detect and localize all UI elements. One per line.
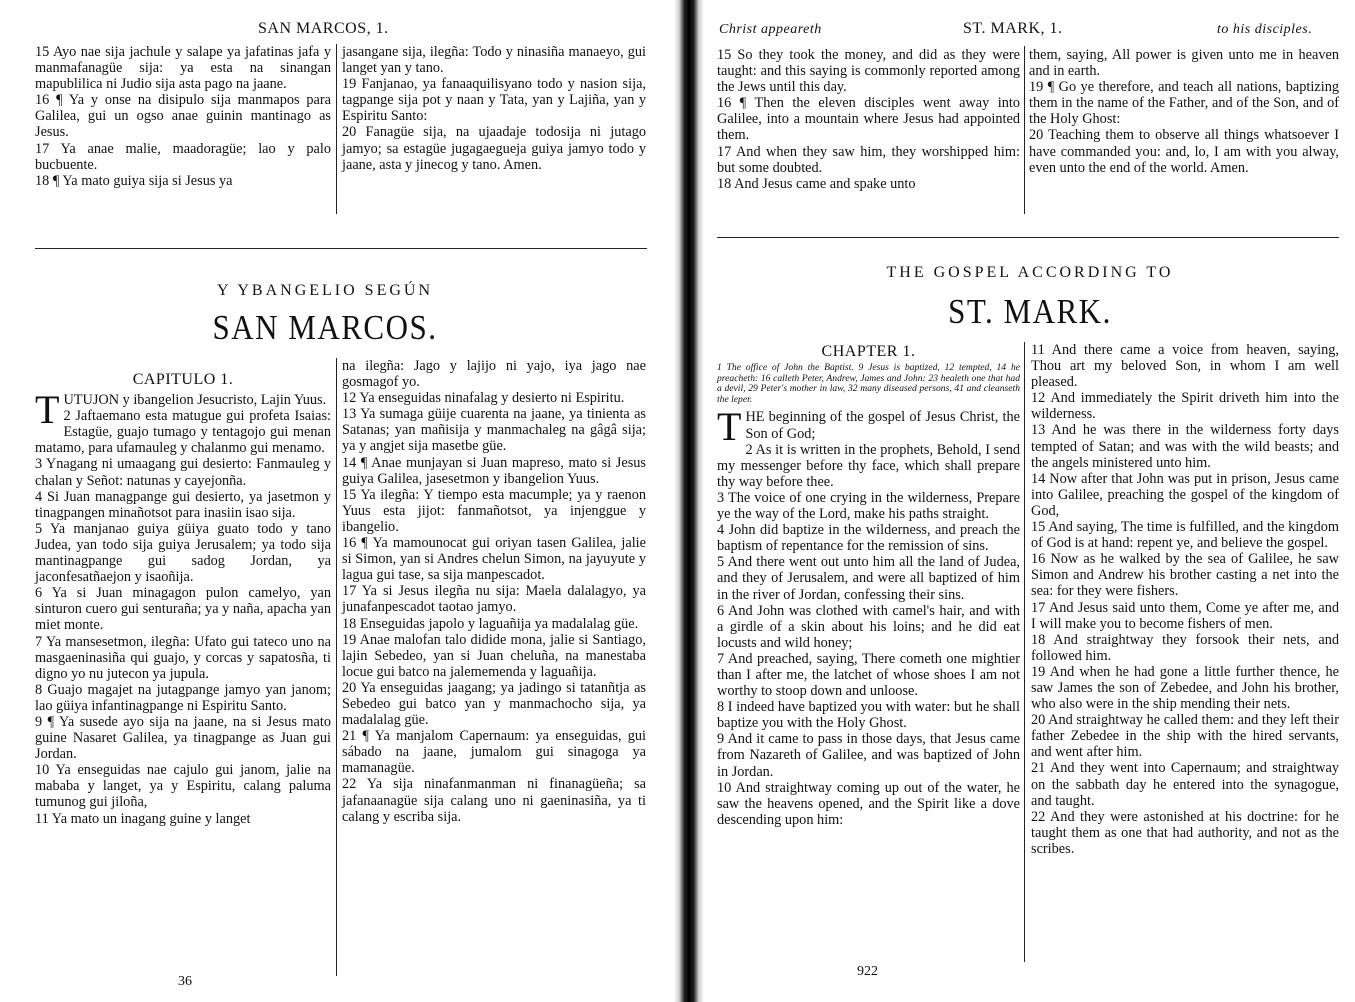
section-rule: [717, 237, 1339, 238]
header-right: to his disciples.: [1217, 22, 1313, 37]
page-number: 922: [857, 964, 878, 979]
verse: 6 Ya si Juan minagagon pulon camelyo, yan sinturon cuero gui senturaña; ya y naña, apacha yan miet monte.: [35, 585, 331, 634]
left-main-column-a: [35, 372, 331, 827]
verse: 7 Ya mansesetmon, ilegña: Ufato gui tateco uno na masgaeninasiña qui guajo, y corcas y sapatosña, ti digno yo nu jutecon ya jupula.: [35, 633, 331, 682]
drop-cap: T: [717, 404, 742, 450]
verse: 5 And there went out unto him all the land of Judea, and they of Jerusalem, and were all baptized of him in the river of Jordan, confessing their sins.: [717, 554, 1020, 603]
verse: na ilegña: Jago y lajijo ni yajo, iya jago nae gosmagof yo.: [342, 358, 646, 391]
verse: 3 Ynagang ni umaagang gui desierto: Fanmauleg y chalan y Señot: natunas y cayejonña.: [35, 456, 331, 489]
header-left: Christ appeareth: [719, 22, 822, 37]
verse: 20 Fanagüe sija, na ujaadaje todosija ni jutago jamyo; sa estagüe jugagaegueja guiya jamyo todo y jaane, asta y jinecog y tano. Amen.: [342, 124, 646, 173]
verse: 8 Guajo magajet na jutagpange jamyo yan janom; lao güiya infantinagpange ni Espiritu Santo.: [35, 681, 331, 714]
drop-cap: T: [35, 387, 60, 433]
verse: 14 Now after that John was put in prison, Jesus came into Galilee, preaching the gospel of the kingdom of God,: [1031, 470, 1339, 519]
verse: HE beginning of the gospel of Jesus Christ, the Son of God;: [745, 409, 1020, 442]
page-number: 36: [178, 974, 192, 989]
verse: 21 And they went into Capernaum; and straightway on the sabbath day he entered into the synagogue, and taught.: [1031, 760, 1339, 809]
chapter-summary: 1 The office of John the Baptist. 9 Jesus is baptized, 12 tempted, 14 he preacheth: 16 calleth Peter, Andrew, James and John: 23 healeth one that had a devil, 29 Peter's mother in law, 32 many diseased persons, 41 and cleanseth the leper.: [717, 362, 1020, 405]
verse: 4 John did baptize in the wilderness, and preach the baptism of repentance for the remission of sins.: [717, 522, 1020, 555]
verse: 20 Ya enseguidas jaagang; ya jadingo si tatanñtja as Sebedeo gui batco yan y manmachocho sija, ya madalalag güe.: [342, 679, 646, 729]
chapter-heading: CAPITULO 1.: [132, 371, 234, 388]
book-gutter: [674, 0, 704, 1002]
left-top-column-a: [35, 44, 331, 189]
verse: 17 And Jesus said unto them, Come ye after me, and I will make you to become fishers of men.: [1031, 599, 1339, 632]
verse: 17 Ya si Jesus ilegña nu sija: Maela dalalagyo, ya junafanpescadot taotao jamyo.: [342, 583, 646, 616]
verse: 12 And immediately the Spirit driveth him into the wilderness.: [1031, 390, 1339, 423]
verse: 18 Enseguidas japolo y laguañija ya madalalag güe.: [342, 615, 639, 632]
verse: 17 And when they saw him, they worshipped him: but some doubted.: [717, 143, 1020, 176]
right-top-column-b: [1029, 47, 1339, 176]
verse: 10 Ya enseguidas nae cajulo gui janom, jalie na mababa y langet, ya y Espiritu, calang paluma tumunog gui jiloña,: [35, 762, 331, 811]
verse: 2 Jaftaemano esta matugue gui profeta Isaias: Estagüe, guajo tumago y tentagojo gui menan matamo, para ufamauleg y chalanmo gui menamo.: [35, 408, 331, 457]
verse: 16 ¶ Ya y onse na disipulo sija manmapos para Galilea, gui un ogso anae guinin mantinago as Jesus.: [35, 92, 331, 141]
column-divider: [1024, 342, 1025, 962]
verse: them, saying, All power is given unto me in heaven and in earth.: [1029, 47, 1339, 80]
right-top-column-a: [717, 47, 1020, 192]
verse: jasangane sija, ilegña: Todo y ninasiña manaeyo, gui langet yan y tano.: [342, 44, 646, 77]
verse: 16 ¶ Then the eleven disciples went away into Galilee, into a mountain where Jesus had appointed them.: [717, 95, 1020, 144]
verse: 17 Ya anae malie, maadoragüe; lao y palo bucbuente.: [35, 140, 331, 173]
verse: 8 I indeed have baptized you with water: but he shall baptize you with the Holy Ghost.: [717, 699, 1020, 732]
verse: 22 And they were astonished at his doctrine: for he taught them as one that had authority, and not as the scribes.: [1031, 808, 1339, 857]
verse: 11 Ya mato un inagang guine y langet: [35, 810, 251, 827]
verse: 9 And it came to pass in those days, that Jesus came from Nazareth of Galilee, and was baptized of John in Jordan.: [717, 731, 1020, 780]
verse: 3 The voice of one crying in the wilderness, Prepare ye the way of the Lord, make his paths straight.: [717, 489, 1020, 523]
verse: 19 ¶ Go ye therefore, and teach all nations, baptizing them in the name of the Father, and of the Son, and of the Holy Ghost:: [1029, 79, 1339, 128]
verse: 15 And saying, The time is fulfilled, and the kingdom of God is at hand: repent ye, and believe the gospel.: [1031, 519, 1339, 552]
verse: 21 ¶ Ya manjalom Capernaum: ya enseguidas, gui sábado na jaane, jumalom gui sinagoga ya mamanagüe.: [342, 728, 646, 777]
verse: 16 Now as he walked by the sea of Galilee, he saw Simon and Andrew his brother casting a net into the sea: for they were fishers.: [1031, 551, 1339, 600]
verse: 6 And John was clothed with camel's hair, and with a girdle of a skin about his loins; and he did eat locusts and wild honey;: [717, 602, 1020, 651]
verse: 20 And straightway he called them: and they left their father Zebedee in the ship with the hired servants, and went after him.: [1031, 712, 1339, 761]
verse: 18 And Jesus came and spake unto: [717, 175, 916, 192]
left-main-column-b: [342, 358, 646, 825]
section-rule: [35, 248, 647, 249]
running-header-left: SAN MARCOS, 1.: [258, 20, 389, 37]
verse: 13 And he was there in the wilderness forty days tempted of Satan; and was with the wild beasts; and the angels ministered unto him.: [1031, 422, 1339, 471]
verse: 14 ¶ Anae munjayan si Juan mapreso, mato si Jesus guiya Galilea, jasesetmon y ibangelion Yuus.: [342, 454, 646, 487]
book-title: ST. MARK.: [948, 291, 1112, 332]
left-top-column-b: [342, 44, 646, 173]
verse: 15 Ya ilegña: Y tiempo esta macumple; ya y raenon Yuus esta jijot: fanmañotsot, ya injenggue y ibangelio.: [342, 486, 646, 535]
verse: 18 ¶ Ya mato guiya sija si Jesus ya: [35, 172, 233, 189]
left-page: [0, 0, 670, 1002]
verse: 2 As it is written in the prophets, Behold, I send my messenger before thy face, which shall prepare thy way before thee.: [717, 441, 1020, 490]
verse: 9 ¶ Ya susede ayo sija na jaane, na si Jesus mato guine Nasaret Galilea, ya tinagpange as Juan gui Jordan.: [35, 713, 331, 763]
verse: 19 And when he had gone a little further thence, he saw James the son of Zebedee, and John his brother, who also were in the ship mending their nets.: [1031, 663, 1339, 713]
book-prefix: THE GOSPEL ACCORDING TO: [886, 264, 1174, 281]
column-divider: [1024, 46, 1025, 214]
running-header-right: ST. MARK, 1.: [963, 20, 1063, 37]
verse: 7 And preached, saying, There cometh one mightier than I after me, the latchet of whose shoes I am not worthy to stoop down and unloose.: [717, 650, 1020, 700]
verse: 13 Ya sumaga güije cuarenta na jaane, ya tinienta as Satanas; yan mañisija y manmachaleg na gâgâ sija; ya y angjet sija masetbe güe.: [342, 406, 646, 455]
verse: 19 Anae malofan talo didide mona, jalie si Santiago, lajin Sebedeo, yan si Juan cheluña, na manestaba locue gui batco na jalememenda y laguañija.: [342, 631, 646, 680]
verse: 19 Fanjanao, ya fanaaquilisyano todo y nasion sija, tagpange sija pot y naan y Tata, yan y Lajiña, yan y Espiritu Santo:: [342, 76, 646, 125]
verse: 18 And straightway they forsook their nets, and followed him.: [1031, 631, 1339, 664]
right-page: [705, 0, 1355, 1002]
verse: 12 Ya enseguidas ninafalag y desierto ni Espiritu.: [342, 390, 625, 407]
verse: 15 So they took the money, and did as they were taught: and this saying is commonly reported among the Jews until this day.: [717, 47, 1020, 96]
right-main-column-a: [717, 344, 1020, 828]
verse: 20 Teaching them to observe all things whatsoever I have commanded you: and, lo, I am with you alway, even unto the end of the world. Amen.: [1029, 127, 1339, 176]
verse: 4 Si Juan managpange gui desierto, ya jasetmon y tinagpangen minañotsot para inasiin isao sija.: [35, 488, 331, 521]
right-main-column-b: [1031, 342, 1339, 857]
column-divider: [336, 358, 337, 976]
verse: 22 Ya sija ninafanmanman ni finanagüeña; sa jafanaanagüe sija calang uno ni gaeninasiña, ya ti calang y escriba sija.: [342, 776, 646, 825]
verse: 5 Ya manjanao guiya güiya guato todo y tano Judea, yan todo sija guiya Jerusalem; ya todo sija mantinagpange gui sadog Jordan, ya jaconfesatñaejon y isaoñija.: [35, 520, 331, 586]
verse: 10 And straightway coming up out of the water, he saw the heavens opened, and the Spirit like a dove descending upon him:: [717, 779, 1020, 828]
chapter-heading: CHAPTER 1.: [821, 343, 916, 360]
book-prefix: Y YBANGELIO SEGÚN: [216, 282, 434, 299]
column-divider: [336, 44, 337, 214]
verse: 11 And there came a voice from heaven, saying, Thou art my beloved Son, in whom I am well pleased.: [1031, 342, 1339, 391]
verse: 15 Ayo nae sija jachule y salape ya jafatinas jafa y manmafanagüe sija: ya esta na sinangan mapublilica ni Judio sija asta pago na jaane.: [35, 44, 331, 93]
verse: UTUJON y ibangelion Jesucristo, Lajin Yuus.: [63, 392, 327, 409]
book-title: SAN MARCOS.: [212, 307, 438, 348]
verse: 16 ¶ Ya mamounocat gui oriyan tasen Galilea, jalie si Simon, yan si Andres chelun Simon, na jayuyute y lagua gui tase, sa sija manpescadot.: [342, 535, 646, 584]
